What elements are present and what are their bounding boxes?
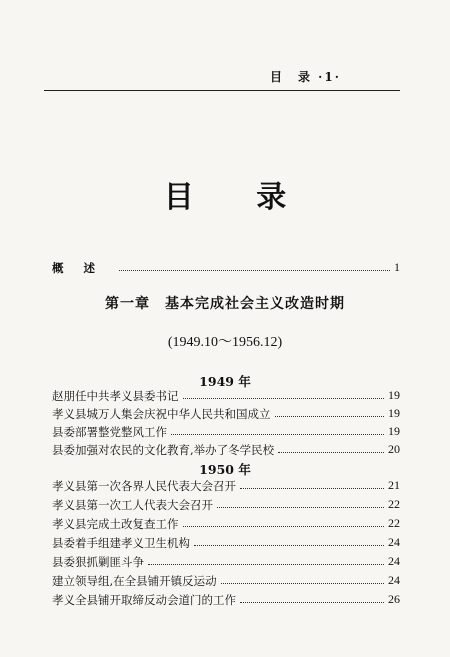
toc-entry-label: 概述 bbox=[52, 260, 115, 275]
dot-leader bbox=[183, 398, 385, 399]
running-head: 目 录 ·1· bbox=[270, 70, 341, 84]
toc-entry-label: 建立领导组,在全县铺开镇反运动 bbox=[52, 573, 217, 588]
chapter-date-range: (1949.10～1956.12) bbox=[167, 335, 283, 350]
dot-leader bbox=[217, 507, 384, 508]
dot-leader bbox=[148, 564, 384, 565]
toc-entry[interactable] bbox=[52, 572, 400, 589]
dot-leader bbox=[183, 526, 385, 527]
dot-leader bbox=[171, 434, 384, 435]
dot-leader bbox=[275, 416, 385, 417]
toc-entry-page: 19 bbox=[388, 406, 400, 420]
toc-entry-label: 孝义县第一次工人代表大会召开 bbox=[52, 497, 213, 512]
dot-leader bbox=[278, 452, 384, 453]
toc-entry-label: 孝义全县铺开取缔反动会道门的工作 bbox=[52, 592, 236, 607]
toc-entry-page: 22 bbox=[388, 497, 400, 511]
page-title: 目 录 bbox=[163, 180, 313, 215]
toc-entry-page: 22 bbox=[388, 516, 400, 530]
toc-entry-page: 26 bbox=[388, 592, 400, 606]
toc-entry[interactable] bbox=[52, 441, 400, 458]
dot-leader bbox=[119, 270, 390, 271]
toc-entry[interactable] bbox=[52, 534, 400, 551]
toc-entry-page: 19 bbox=[388, 424, 400, 438]
dot-leader bbox=[221, 583, 384, 584]
toc-entry[interactable] bbox=[52, 387, 400, 404]
dot-leader bbox=[194, 545, 384, 546]
toc-entry-page: 24 bbox=[388, 573, 400, 587]
toc-entry[interactable] bbox=[52, 553, 400, 570]
year-heading: 1950 年 bbox=[199, 462, 251, 477]
dot-leader bbox=[240, 602, 384, 603]
toc-entry-page: 24 bbox=[388, 535, 400, 549]
toc-entry-page: 21 bbox=[388, 478, 400, 492]
toc-entry[interactable] bbox=[52, 477, 400, 494]
toc-entry-label: 县委狠抓剿匪斗争 bbox=[52, 554, 144, 569]
chapter-title: 第一章 基本完成社会主义改造时期 bbox=[105, 296, 345, 312]
toc-entry-label: 县委着手组建孝义卫生机构 bbox=[52, 535, 190, 550]
toc-entry-page: 20 bbox=[388, 442, 400, 456]
toc-entry[interactable] bbox=[52, 423, 400, 440]
toc-entry-page: 24 bbox=[388, 554, 400, 568]
toc-entry-label: 县委部署整党整风工作 bbox=[52, 424, 167, 439]
toc-entry-overview[interactable] bbox=[52, 259, 400, 276]
toc-entry[interactable] bbox=[52, 405, 400, 422]
toc-entry-label: 孝义县完成土改复查工作 bbox=[52, 516, 179, 531]
toc-entry-label: 孝义县城万人集会庆祝中华人民共和国成立 bbox=[52, 406, 271, 421]
year-heading: 1949 年 bbox=[199, 374, 251, 389]
toc-entry-page: 1 bbox=[394, 260, 400, 274]
toc-entry-label: 县委加强对农民的文化教育,举办了冬学民校 bbox=[52, 442, 275, 457]
toc-entry[interactable] bbox=[52, 496, 400, 513]
dot-leader bbox=[240, 488, 384, 489]
toc-entry-label: 孝义县第一次各界人民代表大会召开 bbox=[52, 478, 236, 493]
toc-entry-label: 赵朋任中共孝义县委书记 bbox=[52, 388, 179, 403]
toc-entry-page: 19 bbox=[388, 388, 400, 402]
toc-entry[interactable] bbox=[52, 591, 400, 608]
header-rule bbox=[44, 90, 400, 91]
toc-entry[interactable] bbox=[52, 515, 400, 532]
